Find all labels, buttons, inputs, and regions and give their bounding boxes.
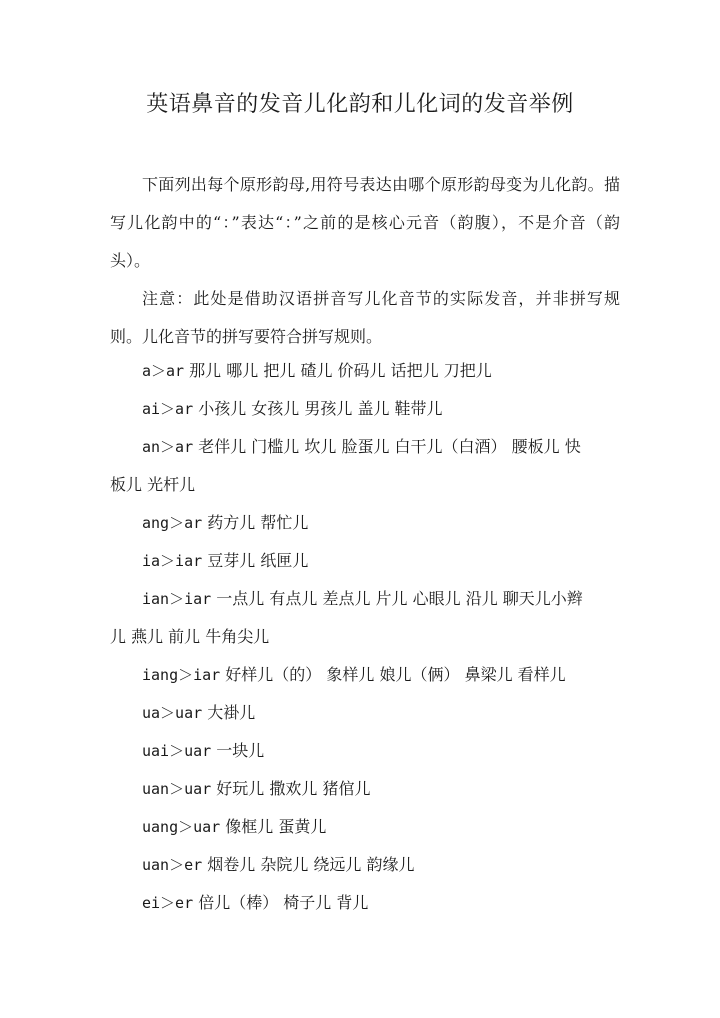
entry-words: 那儿 哪儿 把儿 碴儿 价码儿 话把儿 刀把儿: [184, 361, 492, 380]
entry-rule: ia＞iar: [142, 552, 203, 570]
entry-rule: uang＞uar: [142, 818, 221, 836]
entry-words: 老伴儿 门槛儿 坎儿 脸蛋儿 白干儿（白酒） 腰板儿 快: [193, 437, 581, 456]
entry-rule: ang＞ar: [142, 514, 203, 532]
entry-words: 倍儿（棒） 椅子儿 背儿: [193, 893, 369, 912]
entry-rule: uan＞uar: [142, 780, 212, 798]
entry-line: [142, 656, 620, 694]
entry-words: 小孩儿 女孩儿 男孩儿 盖儿 鞋带儿: [193, 399, 443, 418]
entry-rule: iang＞iar: [142, 666, 221, 684]
entry-rule: ei＞er: [142, 894, 194, 912]
entry-rule: ai＞ar: [142, 400, 194, 418]
entry-rule: ian＞iar: [142, 590, 212, 608]
entry-words: 一点儿 有点儿 差点儿 片儿 心眼儿 沿儿 聊天儿小辫: [211, 589, 583, 608]
document-title: 英语鼻音的发音儿化韵和儿化词的发音举例: [146, 92, 574, 117]
entry-line: [142, 694, 620, 732]
entry-words: 像框儿 蛋黄儿: [220, 817, 327, 836]
entry-rule: ua＞uar: [142, 704, 203, 722]
entry-line: [142, 770, 620, 808]
entry-line: [142, 846, 620, 884]
entry-line: [142, 542, 620, 580]
entry-words: 大褂儿: [202, 703, 256, 722]
entry-line: [142, 428, 620, 466]
entry-line: [142, 390, 620, 428]
entry-continuation: 儿 燕儿 前儿 牛角尖儿: [110, 627, 270, 646]
entry-rule: uai＞uar: [142, 742, 212, 760]
note-block: [110, 280, 620, 356]
entry-rule: an＞ar: [142, 438, 194, 456]
entry-line: [142, 808, 620, 846]
entry-words: 好样儿（的） 象样儿 娘儿（俩） 鼻梁儿 看样儿: [220, 665, 566, 684]
note-paragraph: 注意：此处是借助汉语拼音写儿化音节的实际发音，并非拼写规则。儿化音节的拼写要符合拼写规则。: [110, 289, 620, 346]
entry-rule: a＞ar: [142, 362, 185, 380]
entry-line: [142, 580, 620, 618]
entry-continuation: 板儿 光杆儿: [110, 475, 196, 494]
entry-line: [142, 732, 620, 770]
entry-line: [142, 884, 620, 922]
intro-paragraph: 下面列出每个原形韵母,用符号表达由哪个原形韵母变为儿化韵。描写儿化韵中的“：”表达“：”之前的是核心元音（韵腹），不是介音（韵头）。: [110, 175, 620, 270]
intro-block: [110, 166, 620, 280]
entry-rule: uan＞er: [142, 856, 203, 874]
entry-words: 豆芽儿 纸匣儿: [202, 551, 309, 570]
entry-words: 好玩儿 撒欢儿 猪倌儿: [211, 779, 371, 798]
entry-words: 一块儿: [211, 741, 265, 760]
entry-words: 药方儿 帮忙儿: [202, 513, 309, 532]
entry-line: [142, 504, 620, 542]
entry-words: 烟卷儿 杂院儿 绕远儿 韵缘儿: [202, 855, 415, 874]
entry-line: [142, 352, 620, 390]
